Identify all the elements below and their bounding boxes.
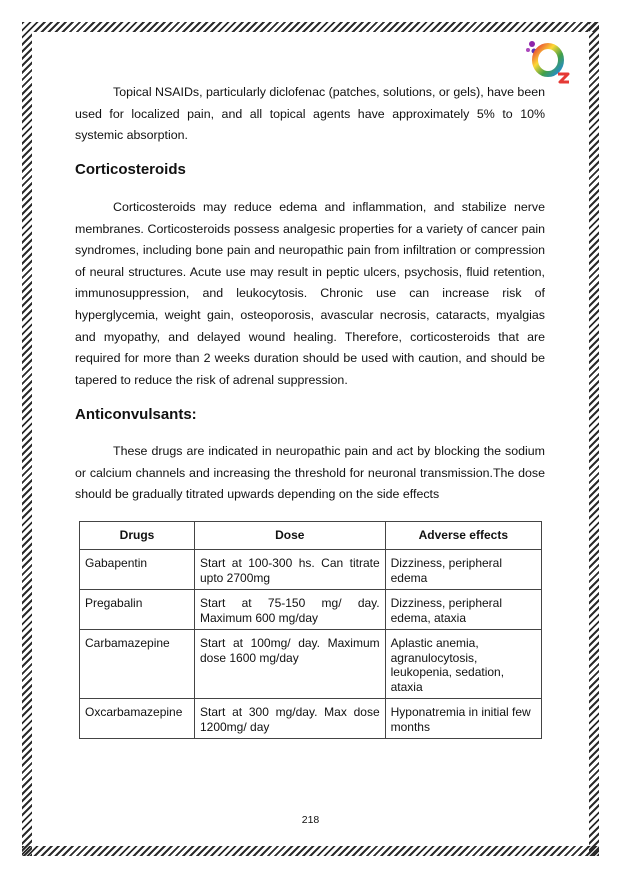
page-border-bottom: [22, 846, 599, 856]
adverse-effects-cell: Aplastic anemia, agranulocytosis, leukopenia, sedation, ataxia: [385, 630, 541, 699]
anticonvulsant-drug-table: [79, 521, 542, 739]
anticonvulsants-heading: Anticonvulsants:: [75, 406, 197, 423]
adverse-effects-cell: Dizziness, peripheral edema, ataxia: [385, 590, 541, 630]
topical-paragraph-block: [75, 82, 545, 147]
corticosteroids-heading: Corticosteroids: [75, 161, 186, 178]
dose-cell: Start at 100-300 hs. Can titrate upto 2700mg: [194, 550, 385, 590]
header-adverse-effects: Adverse effects: [385, 522, 541, 550]
header-drugs: Drugs: [80, 522, 195, 550]
drug-cell: Gabapentin: [80, 550, 195, 590]
table-row: [80, 630, 542, 699]
table-header-row: [80, 522, 542, 550]
adverse-effects-cell: Hyponatremia in initial few months: [385, 699, 541, 739]
topical-nsaids-paragraph: Topical NSAIDs, particularly diclofenac (patches, solutions, or gels), have been used for localized pain, and all topical agents have approximately 5% to 10% systemic absorption.: [75, 85, 545, 143]
page-number: 218: [301, 814, 320, 826]
page-border-right: [589, 22, 599, 856]
table-row: [80, 699, 542, 739]
corticosteroids-paragraph: Corticosteroids may reduce edema and inflammation, and stabilize nerve membranes. Corticosteroids possess analgesic properties for a variety of cancer pain syndromes, including bone pain and neuropathic pain from infiltration or compression of neural structures. Acute use may result in peptic ulcers, psychosis, fluid retention, immunosuppression, and leukocytosis. Chronic use can increase risk of hyperglycemia, weight gain, osteoporosis, avascular necrosis, cataracts, myalgias and myopathy, and delayed wound healing. Therefore, corticosteroids that are required for more than 2 weeks duration should be used with caution, and should be tapered to reduce the risk of adrenal suppression.: [75, 200, 545, 387]
drug-cell: Oxcarbamazepine: [80, 699, 195, 739]
dose-cell: Start at 300 mg/day. Max dose 1200mg/ day: [194, 699, 385, 739]
dose-cell: Start at 100mg/ day. Maximum dose 1600 mg/day: [194, 630, 385, 699]
table-row: [80, 590, 542, 630]
drug-cell: Pregabalin: [80, 590, 195, 630]
page-border-top: [22, 22, 599, 32]
adverse-effects-cell: Dizziness, peripheral edema: [385, 550, 541, 590]
drug-cell: Carbamazepine: [80, 630, 195, 699]
page-border-left: [22, 22, 32, 856]
dose-cell: Start at 75-150 mg/ day. Maximum 600 mg/day: [194, 590, 385, 630]
header-dose: Dose: [194, 522, 385, 550]
table-row: [80, 550, 542, 590]
anticonvulsants-paragraph: These drugs are indicated in neuropathic pain and act by blocking the sodium or calcium channels and increasing the threshold for neuronal transmission.The dose should be gradually titrated upwards depending on the side effects: [75, 444, 545, 502]
